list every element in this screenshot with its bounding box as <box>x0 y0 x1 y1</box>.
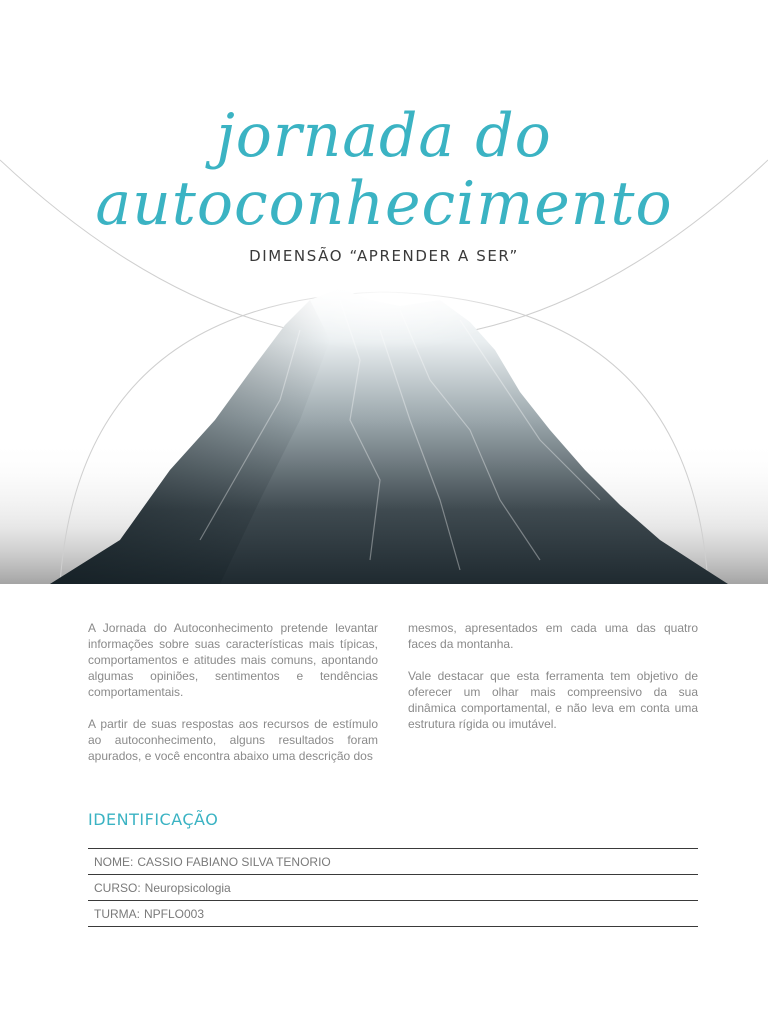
id-row-course <box>88 875 698 901</box>
identification-table <box>88 848 698 927</box>
id-value: NPFLO003 <box>144 906 205 921</box>
title-line-1: jornada do <box>216 101 552 171</box>
intro-paragraph: Vale destacar que esta ferramenta tem objetivo de oferecer um olhar mais compreensivo da sua dinâmica comportamental, e não leva em conta uma estrutura rígida ou imutável. <box>408 669 698 731</box>
id-label: TURMA: <box>94 906 140 921</box>
subtitle: DIMENSÃO “APRENDER A SER” <box>249 247 519 265</box>
intro-column-left <box>88 620 378 780</box>
intro-text <box>88 620 698 780</box>
identification-heading: IDENTIFICAÇÃO <box>88 810 219 829</box>
id-row-class <box>88 901 698 927</box>
id-value: CASSIO FABIANO SILVA TENORIO <box>137 854 331 869</box>
intro-paragraph: A partir de suas respostas aos recursos de estímulo ao autoconhecimento, alguns resultados foram apurados, e você encontra abaixo uma descrição dos <box>88 717 378 763</box>
id-row-name <box>88 849 698 875</box>
id-value: Neuropsicologia <box>144 880 231 895</box>
intro-paragraph: mesmos, apresentados em cada uma das quatro faces da montanha. <box>408 621 698 651</box>
id-label: NOME: <box>94 854 134 869</box>
id-label: CURSO: <box>94 880 141 895</box>
intro-column-right <box>408 620 698 780</box>
title-line-2: autoconhecimento <box>95 169 673 239</box>
intro-paragraph: A Jornada do Autoconhecimento pretende levantar informações sobre suas características mais típicas, comportamentos e atitudes mais comuns, apontando algumas opiniões, sentimentos e tendências comportamentais. <box>88 621 378 699</box>
